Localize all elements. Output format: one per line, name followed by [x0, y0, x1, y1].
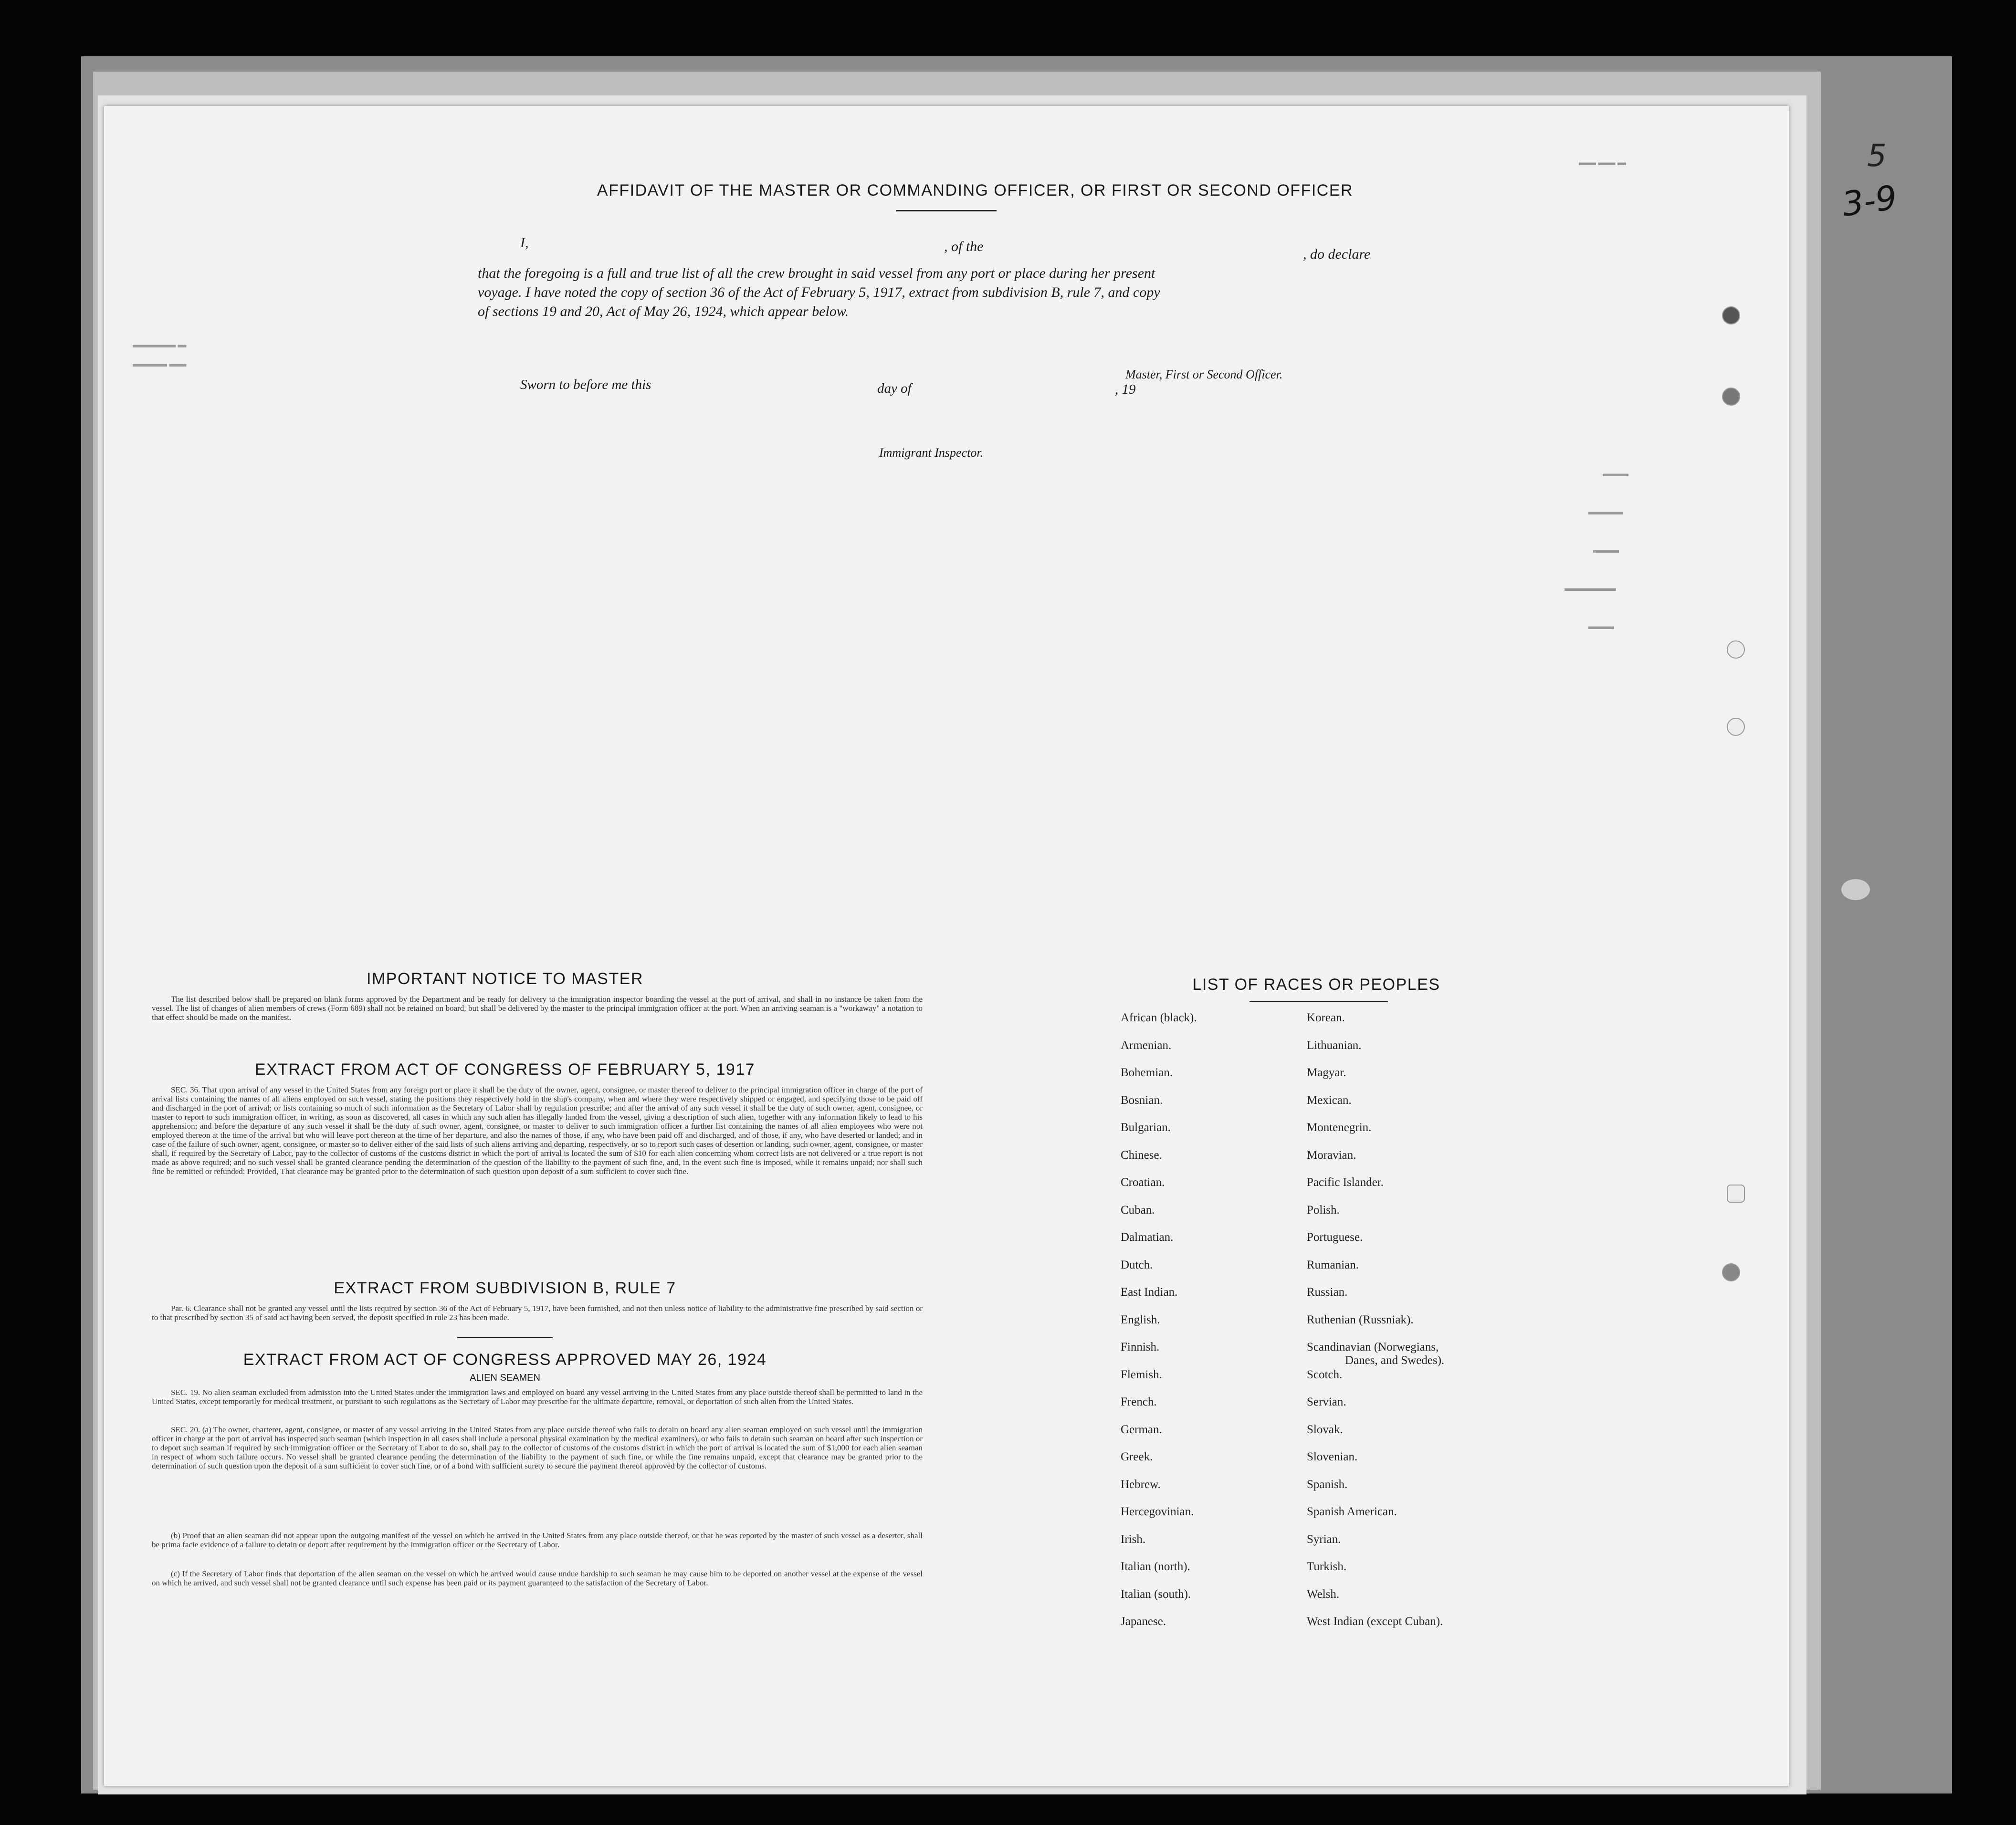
- bleed-through-text: ▬▬ ▬▬ ▬: [1579, 157, 1626, 167]
- race-item: Russian.: [1307, 1286, 1348, 1299]
- extract-1917-body: SEC. 36. That upon arrival of any vessel in the United States from any foreign port or place it shall be the duty of the owner, agent, consignee, or master thereof to deliver to the principal immigration officer in charge of the port of arrival lists containing the names of all aliens employed on such vessel, stating the positions they respectively hold in the ship's company, when and where they were respectively shipped or engaged, and specifying those to be paid off and discharged in the port of arrival; or lists containing so much of such information as the Secretary of Labor shall by regulation prescribe; and after the arrival of any such vessel it shall be the duty of such owner, agent, consignee, or master to report to such immigration officer, in writing, as soon as discovered, all cases in which any such alien has illegally landed from the vessel, giving a description of such alien, together with any information likely to lead to his apprehension; and before the departure of any such vessel it shall be the duty of such owner, agent, consignee, or master to deliver to such immigration officer a further list containing the names of all alien employees who were not employed thereon at the time of the arrival but who will leave port thereon at the time of her departure, and also the names of those, if any, who have been paid off and discharged, and of those, if any, who have deserted or landed; and in case of the failure of such owner, agent, consignee, or master so to deliver either of the said lists of such aliens arriving and departing, respectively, or so to report such cases of desertion or landing, such owner, agent, consignee, or master shall, if required by the Secretary of Labor, pay to the collector of customs of the customs district in which the port of arrival is located the sum of $10 for each alien concerning whom correct lists are not delivered or a true report is not made as above required; and no such vessel shall be granted clearance pending the determination of the question of the liability to the payment of such fine, and, in the event such fine is imposed, while it remains unpaid; nor shall such fine be remitted or refunded: Provided, That clearance may be granted prior to the determination of such question upon deposit of a sum sufficient to cover such fine.: [152, 1085, 923, 1176]
- race-item: Irish.: [1121, 1532, 1146, 1546]
- race-item: Pacific Islander.: [1307, 1176, 1384, 1189]
- race-item: Portuguese.: [1307, 1231, 1363, 1244]
- race-item: Japanese.: [1121, 1615, 1166, 1628]
- extract-1924-sec20a: SEC. 20. (a) The owner, charterer, agent, consignee, or master of any vessel arriving in the United States from any place outside thereof who fails to detain on board any alien seaman employed on such vessel until the immigration officer in charge at the port of arrival has inspected such seaman (which inspection in all cases shall include a personal physical examination by the medical examiners), or who fails to detain such seaman on board after such inspection or to deport such seaman if required by such immigration officer or the Secretary of Labor to do so, shall pay to the collector of customs of the customs district in which the port of arrival is located the sum of $1,000 for each alien seaman in respect of whom such failure occurs. No vessel shall be granted clearance pending the determination of the liability to the payment of such fine, or while the fine remains unpaid, except that clearance may be granted prior to the determination of such question upon the deposit of a sum sufficient to cover such fine, or of a bond with sufficient surety to secure the payment thereof approved by the collector of customs.: [152, 1425, 923, 1470]
- extract-1924-title: EXTRACT FROM ACT OF CONGRESS APPROVED MAY 26, 1924: [243, 1351, 767, 1369]
- race-item: Slovenian.: [1307, 1450, 1358, 1463]
- race-item: Magyar.: [1307, 1066, 1346, 1079]
- punch-hole: [1727, 1185, 1745, 1203]
- race-item: Croatian.: [1121, 1176, 1165, 1189]
- alien-seamen-subtitle: ALIEN SEAMEN: [470, 1373, 540, 1383]
- title-rule: [896, 210, 997, 211]
- affidavit-of-the: , of the: [944, 239, 984, 254]
- race-item: Spanish American.: [1307, 1505, 1397, 1518]
- race-item: English.: [1121, 1313, 1160, 1326]
- race-item: Bohemian.: [1121, 1066, 1173, 1079]
- extract-1917-title: EXTRACT FROM ACT OF CONGRESS OF FEBRUARY 5, 1917: [254, 1060, 756, 1079]
- bleed-through-text: ▬▬▬: [1588, 621, 1614, 631]
- day-of-label: day of: [877, 381, 912, 396]
- affidavit-line-1: that the foregoing is a full and true list of all the crew brought in said vessel from any port or place during her present: [478, 265, 1155, 281]
- races-title-rule: [1250, 1001, 1388, 1002]
- race-item: West Indian (except Cuban).: [1307, 1615, 1443, 1628]
- race-item: German.: [1121, 1423, 1162, 1436]
- punch-hole: [1722, 306, 1740, 325]
- race-item: Spanish.: [1307, 1478, 1348, 1491]
- bleed-through-text: ▬▬▬: [1593, 545, 1619, 555]
- notice-body: The list described below shall be prepared on blank forms approved by the Department and be ready for delivery to the immigration inspector boarding the vessel at the port of arrival, and shall in no instance be taken from the vessel. The list of changes of alien members of crews (Form 689) shall not be retained on board, but shall be delivered by the master to the principal immigration officer at the port. When an arriving seaman is a "workaway" a notation to that effect should be made on the manifest.: [152, 995, 923, 1022]
- affidavit-title: AFFIDAVIT OF THE MASTER OR COMMANDING OFFICER, OR FIRST OR SECOND OFFICER: [597, 181, 1354, 199]
- bleed-through-text: ▬▬▬▬▬ ▬: [133, 340, 187, 349]
- race-item: Scandinavian (Norwegians,: [1307, 1341, 1439, 1353]
- punch-hole: [1727, 640, 1745, 659]
- race-item: Servian.: [1307, 1395, 1346, 1408]
- race-item: Lithuanian.: [1307, 1038, 1362, 1052]
- race-item: Scotch.: [1307, 1368, 1343, 1381]
- race-item: Hebrew.: [1121, 1478, 1161, 1491]
- affidavit-line-3: of sections 19 and 20, Act of May 26, 1924, which appear below.: [478, 304, 849, 319]
- rule7-title: EXTRACT FROM SUBDIVISION B, RULE 7: [334, 1279, 676, 1297]
- sworn-label: Sworn to before me this: [520, 377, 651, 392]
- extract-1924-sec19: SEC. 19. No alien seaman excluded from admission into the United States under the immigration laws and employed on board any vessel arriving in the United States from any place outside thereof shall be permitted to land in the United States, except temporarily for medical treatment, or pursuant to such regulations as the Secretary of Labor may prescribe for the ultimate departure, removal, or deportation of such alien from the United States.: [152, 1388, 923, 1406]
- inspector-signature-label: Immigrant Inspector.: [879, 446, 984, 460]
- race-item: Bulgarian.: [1121, 1121, 1171, 1134]
- punch-hole: [1722, 388, 1740, 406]
- race-item: Dalmatian.: [1121, 1231, 1174, 1244]
- race-item: Mexican.: [1307, 1093, 1352, 1107]
- race-item: Chinese.: [1121, 1148, 1162, 1162]
- race-item: Welsh.: [1307, 1587, 1340, 1601]
- race-item: Turkish.: [1307, 1560, 1347, 1573]
- race-item: Armenian.: [1121, 1038, 1172, 1052]
- affidavit-do-declare: , do declare: [1303, 246, 1371, 262]
- race-item: Cuban.: [1121, 1203, 1155, 1217]
- race-item: Polish.: [1307, 1203, 1340, 1217]
- affidavit-i: I,: [520, 235, 529, 251]
- race-item: Ruthenian (Russniak).: [1307, 1313, 1414, 1326]
- master-signature-label: Master, First or Second Officer.: [1125, 367, 1283, 381]
- affidavit-line-2: voyage. I have noted the copy of section 36 of the Act of February 5, 1917, extract from subdivision B, rule 7, and copy: [478, 284, 1160, 300]
- notice-title: IMPORTANT NOTICE TO MASTER: [367, 970, 643, 988]
- ink-spot: [1841, 879, 1870, 900]
- race-item: Syrian.: [1307, 1532, 1341, 1546]
- section-rule: [457, 1337, 553, 1338]
- race-item: Rumanian.: [1307, 1258, 1359, 1271]
- race-item: Danes, and Swedes).: [1345, 1354, 1445, 1367]
- margin-stamp-number: 5: [1867, 138, 1887, 174]
- race-item: Italian (north).: [1121, 1560, 1190, 1573]
- race-item: Slovak.: [1307, 1423, 1343, 1436]
- race-item: Hercegovinian.: [1121, 1505, 1194, 1518]
- rule7-body: Par. 6. Clearance shall not be granted any vessel until the lists required by section 36 of the Act of February 5, 1917, have been furnished, and not then unless notice of liability to the administrative fine prescribed by said section or to that prescribed by section 35 of said act having been served, the deposit specified in rule 23 has been made.: [152, 1304, 923, 1322]
- race-item: French.: [1121, 1395, 1157, 1408]
- race-item: Dutch.: [1121, 1258, 1153, 1271]
- race-item: Bosnian.: [1121, 1093, 1163, 1107]
- race-item: Greek.: [1121, 1450, 1153, 1463]
- race-item: Finnish.: [1121, 1341, 1160, 1353]
- race-item: East Indian.: [1121, 1286, 1178, 1299]
- bleed-through-text: ▬▬▬▬ ▬▬: [133, 359, 187, 368]
- extract-1924-sec20b: (b) Proof that an alien seaman did not appear upon the outgoing manifest of the vessel on which he arrived in the United States from any place outside thereof, or that he was reported by the master of such vessel as a deserter, shall be prima facie evidence of a failure to detain or deport after requirement by the immigration officer or the Secretary of Labor.: [152, 1531, 923, 1549]
- race-item: Italian (south).: [1121, 1587, 1191, 1601]
- punch-hole: [1722, 1263, 1740, 1281]
- year-label: , 19: [1115, 382, 1136, 397]
- punch-hole: [1727, 718, 1745, 736]
- race-item: Flemish.: [1121, 1368, 1162, 1381]
- bleed-through-text: ▬▬▬▬: [1588, 507, 1623, 516]
- race-item: Korean.: [1307, 1011, 1345, 1024]
- race-item: African (black).: [1121, 1011, 1197, 1024]
- extract-1924-sec20c: (c) If the Secretary of Labor finds that deportation of the alien seaman on the vessel on which he arrived would cause undue hardship to such seaman he may cause him to be deported on another vessel at the expense of the vessel on which he arrived, and such vessel shall not be granted clearance until such expense has been paid or its payment guaranteed to the satisfaction of the Secretary of Labor.: [152, 1569, 923, 1587]
- race-item: Moravian.: [1307, 1148, 1356, 1162]
- bleed-through-text: ▬▬▬: [1603, 469, 1628, 478]
- race-item: Montenegrin.: [1307, 1121, 1372, 1134]
- races-title: LIST OF RACES OR PEOPLES: [1192, 975, 1440, 994]
- margin-stamp-ref: 3-9: [1839, 178, 1900, 224]
- document-page: [104, 106, 1789, 1786]
- bleed-through-text: ▬▬▬▬▬▬: [1564, 583, 1616, 593]
